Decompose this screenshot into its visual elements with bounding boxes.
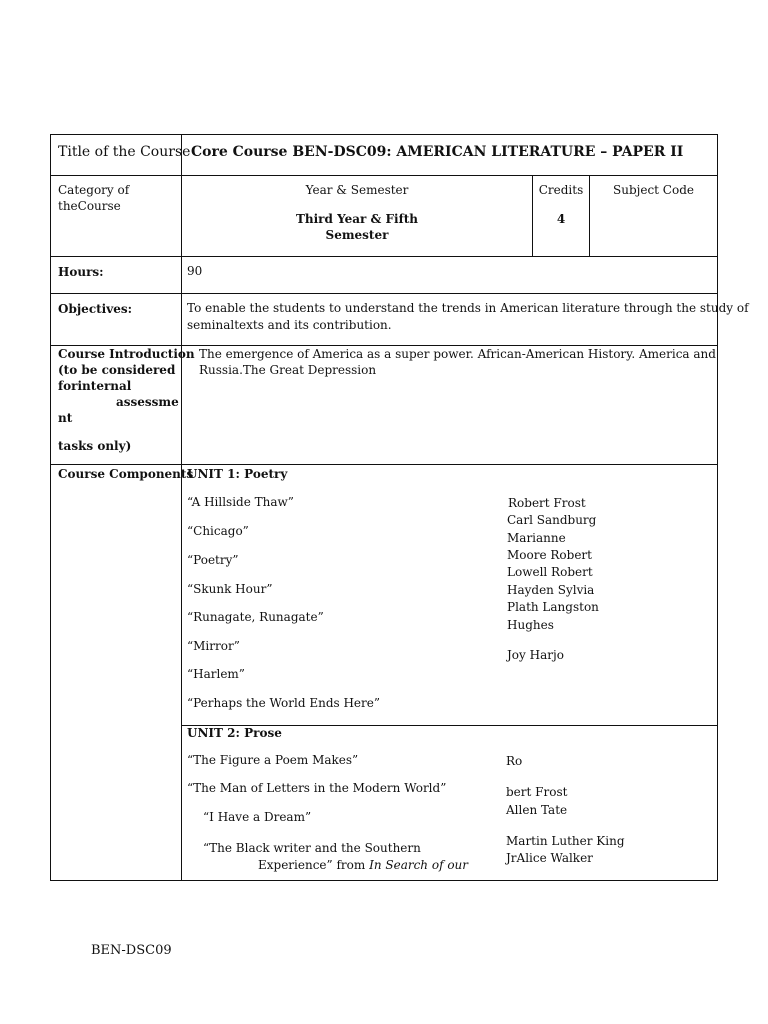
table-column-divider: [181, 134, 182, 881]
poet-name: Robert Frost: [508, 496, 586, 510]
poet-name: Carl Sandburg: [507, 513, 597, 527]
objectives-label: Objectives:: [58, 302, 133, 316]
prose-author: Allen Tate: [506, 803, 568, 817]
poem-title: “Perhaps the World Ends Here”: [187, 696, 381, 710]
prose-author: JrAlice Walker: [506, 851, 593, 865]
table-border-left: [50, 134, 51, 881]
table-row-divider: [50, 293, 718, 294]
prose-title: “The Man of Letters in the Modern World”: [187, 781, 447, 795]
components-label: Course Components: [58, 467, 194, 481]
year-semester-value: Semester: [325, 228, 389, 242]
poem-title: “Poetry”: [187, 553, 239, 567]
prose-title: “I Have a Dream”: [203, 810, 312, 824]
intro-label: nt: [58, 411, 73, 425]
intro-label: (to be considered: [58, 363, 176, 377]
prose-title: “The Figure a Poem Makes”: [187, 753, 359, 767]
poet-name: Lowell Robert: [507, 565, 593, 579]
title-label: Title of the Course: [58, 144, 191, 160]
table-border-right: [717, 134, 718, 881]
subject-code-label: Subject Code: [613, 183, 694, 197]
prose-title: [258, 858, 468, 872]
prose-author: Ro: [506, 754, 523, 768]
prose-author: Martin Luther King: [506, 834, 625, 848]
prose-author: bert Frost: [506, 785, 568, 799]
table-border-top: [50, 134, 718, 135]
poem-title: “Harlem”: [187, 667, 245, 681]
footer-code: BEN-DSC09: [91, 943, 172, 958]
table-row-divider: [50, 256, 718, 257]
category-label: Category of: [58, 183, 130, 197]
poet-name: Marianne: [507, 531, 566, 545]
unit-heading: UNIT 1: Poetry: [187, 467, 288, 481]
table-border-bottom: [50, 880, 718, 881]
poem-title: “A Hillside Thaw”: [187, 495, 294, 509]
category-label: theCourse: [58, 199, 121, 213]
prose-title-italic: In Search of our: [369, 858, 469, 872]
poem-title: “Mirror”: [187, 639, 240, 653]
course-title: Core Course BEN-DSC09: AMERICAN LITERATURE – PAPER II: [191, 144, 684, 160]
objectives-text: seminaltexts and its contribution.: [187, 318, 392, 332]
table-row-divider: [50, 345, 718, 346]
poem-title: “Chicago”: [187, 524, 249, 538]
poem-title: “Skunk Hour”: [187, 582, 273, 596]
objectives-text: To enable the students to understand the trends in American literature through the study of: [187, 301, 749, 315]
prose-title: “The Black writer and the Southern: [203, 841, 421, 855]
intro-label: forinternal: [58, 379, 132, 393]
credits-value: 4: [556, 212, 566, 226]
table-row-divider: [50, 464, 718, 465]
prose-title-plain: Experience” from: [258, 858, 370, 872]
unit-heading: UNIT 2: Prose: [187, 726, 282, 740]
year-semester-value: Third Year & Fifth: [295, 212, 419, 226]
intro-label: tasks only): [58, 439, 132, 453]
poet-name: Plath Langston: [507, 600, 599, 614]
table-row-divider: [50, 175, 718, 176]
intro-text: The emergence of America as a super power. African-American History. America and: [199, 347, 716, 361]
intro-label: assessme: [116, 395, 179, 409]
year-semester-label: Year & Semester: [305, 183, 409, 197]
intro-label: Course Introduction: [58, 347, 195, 361]
hours-value: 90: [187, 264, 203, 278]
poet-name: Joy Harjo: [507, 648, 564, 662]
poem-title: “Runagate, Runagate”: [187, 610, 324, 624]
poet-name: Hughes: [507, 618, 554, 632]
poet-name: Moore Robert: [507, 548, 592, 562]
intro-text: Russia.The Great Depression: [199, 363, 377, 377]
poet-name: Hayden Sylvia: [507, 583, 595, 597]
hours-label: Hours:: [58, 265, 104, 279]
credits-label: Credits: [538, 183, 584, 197]
